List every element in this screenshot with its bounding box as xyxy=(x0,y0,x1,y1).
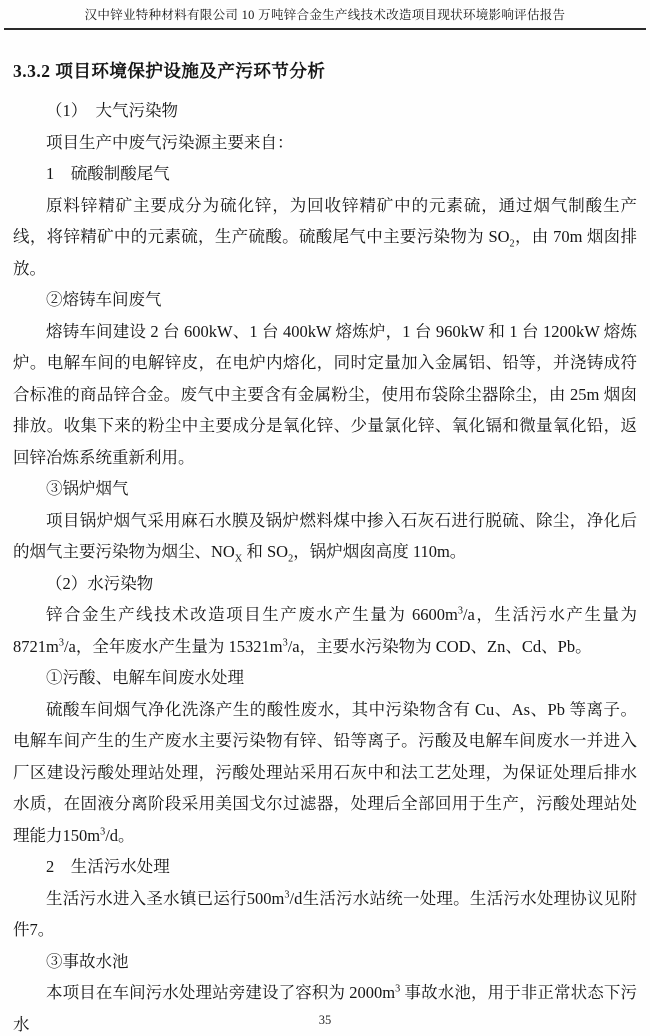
waste-acid-treatment-title: ①污酸、电解车间废水处理 xyxy=(46,668,244,687)
air-pollutants-label: （1） 大气污染物 xyxy=(46,101,178,120)
page-number: 35 xyxy=(318,1013,332,1027)
water-pollutants-label: （2）水污染物 xyxy=(46,573,154,593)
domestic-sewage-title: 2 生活污水处理 xyxy=(46,857,170,876)
acid-tail-gas-title: 1 硫酸制酸尾气 xyxy=(46,164,170,183)
accident-pool-paragraph: 本项目在车间污水处理站旁建设了容积为 $2000m^3$ 事故水池，用于非正常状态下污水 xyxy=(13,983,638,1034)
document-body xyxy=(0,30,650,1036)
boiler-flue-gas-title: ③锅炉烟气 xyxy=(46,479,129,498)
page-footer xyxy=(0,1013,650,1028)
casting-workshop-gas-title: ②熔铸车间废气 xyxy=(46,290,162,309)
air-intro-paragraph: 项目生产中废气污染源主要来自： xyxy=(46,132,294,152)
accident-pool-title: ③事故水池 xyxy=(46,951,129,971)
acid-tail-gas-paragraph: 原料锌精矿主要成分为硫化锌，为回收锌精矿中的元素硫，通过烟气制酸生产线，将锌精矿中的元素硫，生产硫酸。硫酸尾气中主要污染物为 $SO_2$，由 70m 烟囱排放。 xyxy=(13,195,637,278)
domestic-sewage-paragraph: 生活污水进入圣水镇已运行$500m^3/d$生活污水站统一处理。生活污水处理协议见附件7。 xyxy=(13,888,637,939)
waste-acid-treatment-paragraph: 硫酸车间烟气净化洗涤产生的酸性废水，其中污染物含有 Cu、As、Pb 等离子。电解车间产生的生产废水主要污染物有锌、铅等离子。污酸及电解车间废水一并进入厂区建设污酸处理站处理，污酸处理站采用石灰中和法工艺处理，为保证处理后排水水质，在固液分离阶段采用美国戈尔过滤器，处理后全部回用于生产，污酸处理站处理能力$150m^3/d$。 xyxy=(13,699,637,845)
running-header: 汉中锌业特种材料有限公司 10 万吨锌合金生产线技术改造项目现状环境影响评估报告 xyxy=(4,0,646,30)
section-heading: 3.3.2 项目环境保护设施及产污环节分析 xyxy=(13,61,326,81)
boiler-flue-gas-paragraph: 项目锅炉烟气采用麻石水膜及锅炉燃料煤中掺入石灰石进行脱硫、除尘，净化后的烟气主要污染物为烟尘、$NO_X$ 和 $SO_2$，锅炉烟囱高度 110m。 xyxy=(13,510,637,565)
water-intro-paragraph: 锌合金生产线技术改造项目生产废水产生量为 $6600m^3/a$，生活污水产生量为 $8721m^3/a$，全年废水产生量为 $15321m^3/a$，主要水污染物为 COD、Zn、Cd、Pb。 xyxy=(13,605,637,656)
casting-workshop-gas-paragraph: 熔铸车间建设 2 台 600kW、1 台 400kW 熔炼炉，1 台 960kW 和 1 台 1200kW 熔炼炉。电解车间的电解锌皮，在电炉内熔化，同时定量加入金属铝、铅等，并浇铸成符合标准的商品锌合金。废气中主要含有金属粉尘，使用布袋除尘器除尘，由 25m 烟囱排放。收集下来的粉尘中主要成分是氧化锌、少量氯化锌、氧化镉和微量氧化铅，返回锌冶炼系统重新利用。 xyxy=(13,321,637,467)
